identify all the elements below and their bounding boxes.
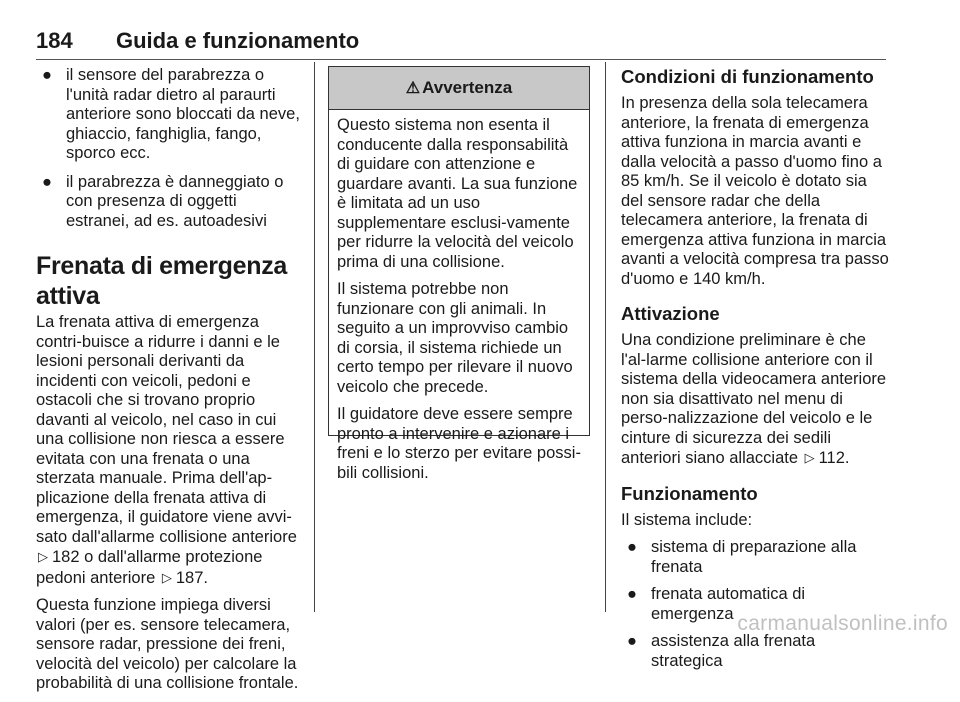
column-divider-right <box>605 62 606 612</box>
paragraph: Il sistema include: <box>621 510 753 529</box>
section-title: Frenata di emergenza attiva <box>36 252 288 310</box>
bullet-icon: ● <box>627 538 637 556</box>
page-reference-icon: ▷ <box>38 549 48 564</box>
header-divider <box>36 59 886 60</box>
paragraph: Questa funzione impiega diversi valori (per es. sensore telecamera, sensore radar, pressione dei freni, velocità del veicolo) per calcolare la probabilità di una collisione frontale. <box>36 596 299 692</box>
list-item: ● il sensore del parabrezza o l'unità radar dietro al paraurti anteriore sono bloccati da neve, ghiaccio, fanghiglia, fango, sporco ecc. <box>42 66 300 162</box>
watermark: carmanualsonline.info <box>737 612 948 635</box>
bullet-icon: ● <box>42 66 52 84</box>
list-item: ● frenata automatica di emergenza <box>627 585 806 623</box>
paragraph: In presenza della sola telecamera anteriore, la frenata di emergenza attiva funziona in marcia avanti e dalla velocità a passo d'uomo fino a 85 km/h. Se il veicolo è dotato sia del sensore radar che della telecamera anteriore, la frenata di emergenza attiva funziona in marcia avanti a velocità compresa tra passo d'uomo e 140 km/h. <box>621 94 889 288</box>
bullet-icon: ● <box>627 585 637 603</box>
section-title: Attivazione <box>621 303 720 324</box>
bullet-icon: ● <box>627 632 637 650</box>
list-item: ● il parabrezza è danneggiato o con presenza di oggetti estranei, ad es. autoadesivi <box>42 172 284 230</box>
paragraph: La frenata attiva di emergenza contri-buisce a ridurre i danni e le lesioni personali derivanti da incidenti con veicoli, pedoni e ostacoli che si trovano proprio davanti al veicolo, nel caso in cui una collisione non riesca a essere evitata con una frenata o una sterzata manuale. Prima dell'ap-plicazione della frenata attiva di emergenza, il guidatore viene avvi-sato dall'allarme collisione anteriore ▷ 182 o dall'allarme protezione pedoni anteriore ▷ 187. <box>36 313 297 587</box>
warning-box <box>328 66 590 482</box>
page-title: Guida e funzionamento <box>116 28 360 53</box>
warning-title: Avvertenza <box>422 78 513 97</box>
page-reference[interactable]: 187. <box>175 568 208 587</box>
left-column <box>36 66 302 702</box>
warning-body <box>329 110 589 483</box>
paragraph: Il guidatore deve essere sempre pronto a intervenire e azionare i freni e lo sterzo per evitare possi-bili collisioni. <box>337 405 581 482</box>
page-number: 184 <box>36 28 73 53</box>
bullet-icon: ● <box>42 172 52 191</box>
condition-list <box>36 66 302 231</box>
list-item: ● assistenza alla frenata strategica <box>627 632 816 670</box>
warning-triangle-icon: ⚠ <box>405 80 421 97</box>
page-reference[interactable]: 112. <box>818 449 850 467</box>
column-divider-left <box>314 62 315 612</box>
page-reference[interactable]: 182 <box>52 548 80 566</box>
right-column <box>621 66 889 679</box>
page-header <box>36 28 886 56</box>
section-title: Condizioni di funzionamento <box>621 66 874 87</box>
page-reference-icon: ▷ <box>161 569 172 585</box>
paragraph: Il sistema potrebbe non funzionare con gli animali. In seguito a un improvviso cambio di corsia, il sistema richiede un certo tempo per rilevare il nuovo veicolo che precede. <box>337 280 573 396</box>
list-item: ● sistema di preparazione alla frenata <box>627 538 857 576</box>
feature-list <box>621 538 889 671</box>
paragraph: Una condizione preliminare è che l'al-larme collisione anteriore con il sistema della videocamera anteriore non sia disattivato nel menu di perso-nalizzazione del veicolo e le cinture di sicurezza dei sedili anteriori siano allacciate ▷ 112. <box>621 331 887 467</box>
warning-header <box>329 67 589 110</box>
paragraph: Questo sistema non esenta il conducente dalla responsabilità di guidare con attenzione e guardare avanti. La sua funzione è limitata ad un uso supplementare esclusi-vamente per ridurre la velocità del veicolo prima di una collisione. <box>337 116 578 271</box>
section-title: Funzionamento <box>621 482 758 504</box>
page-reference-icon: ▷ <box>804 450 815 465</box>
